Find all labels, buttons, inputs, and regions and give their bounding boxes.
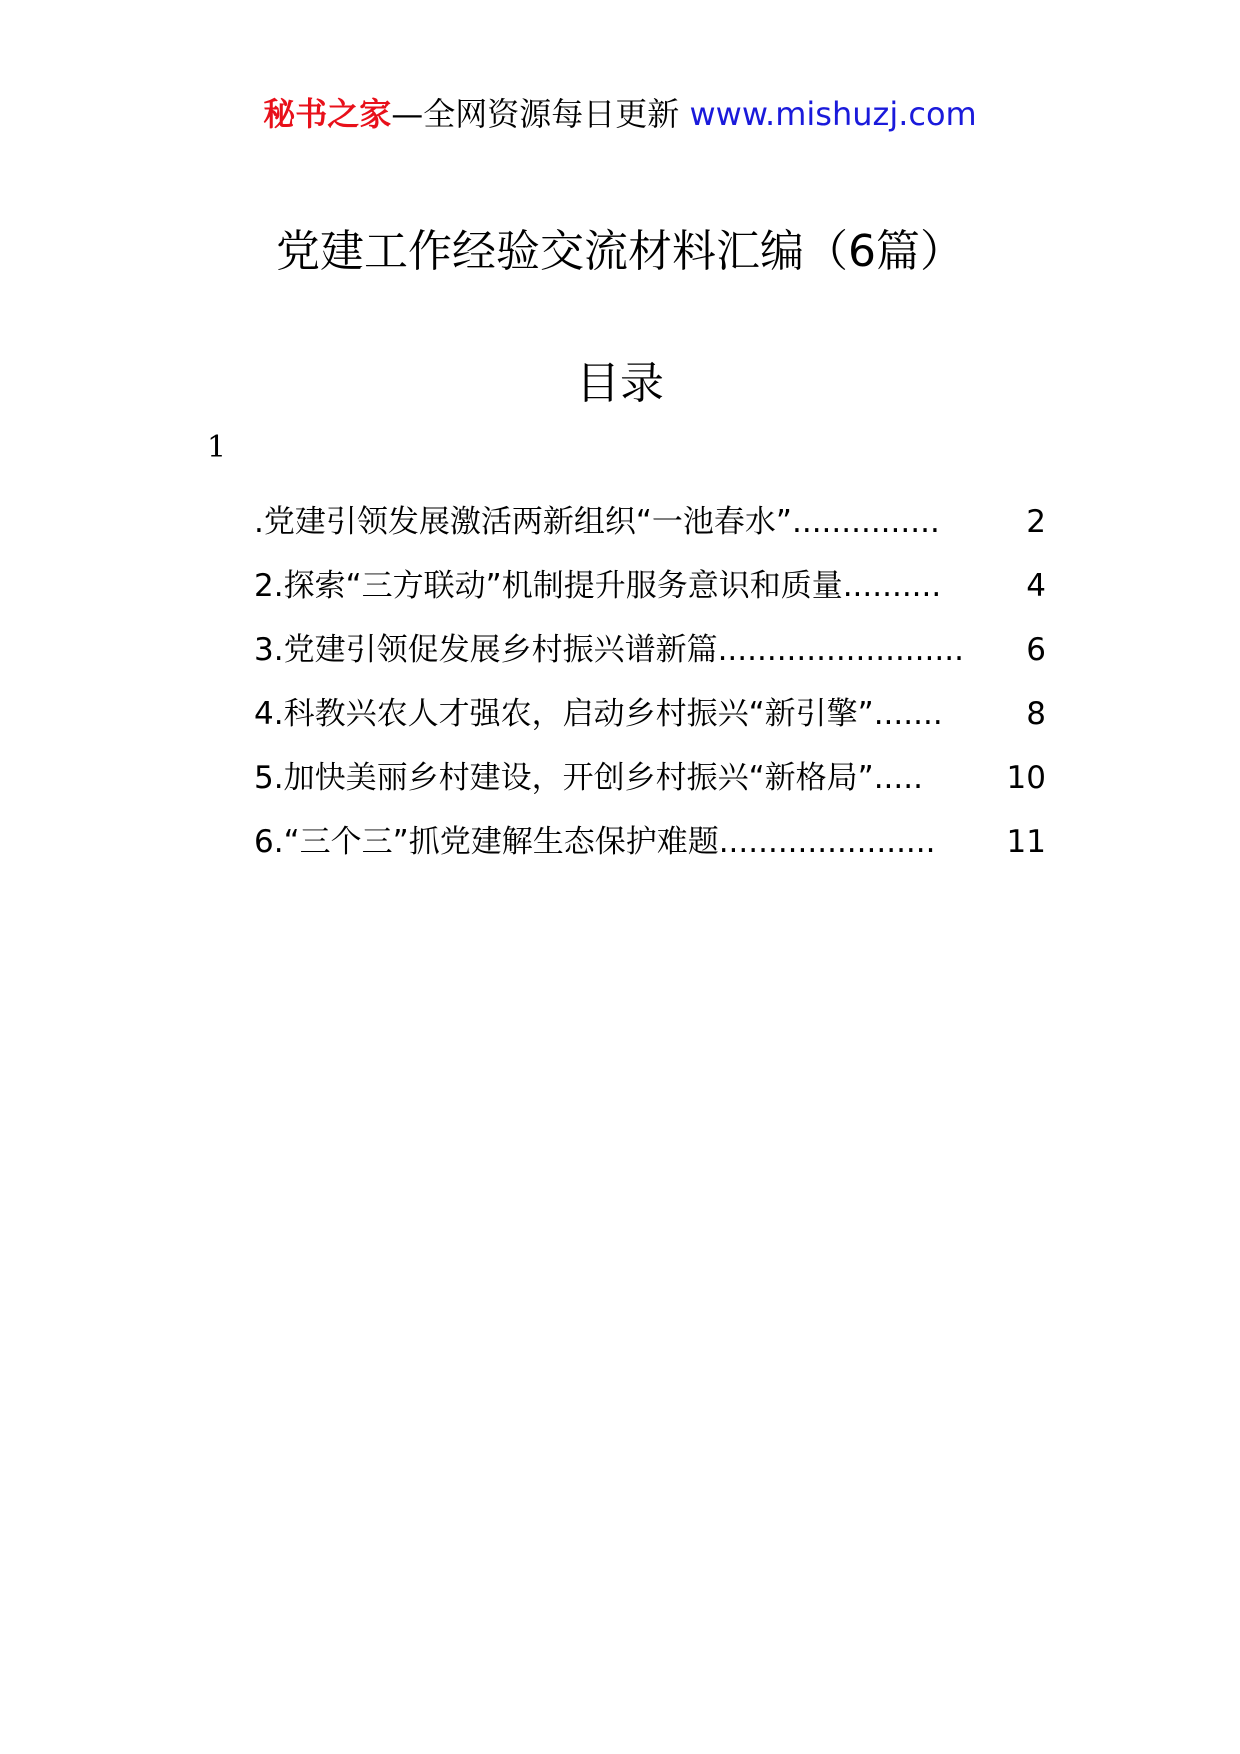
toc-entry[interactable] <box>254 554 1046 618</box>
toc-entry-title: 3.党建引领促发展乡村振兴谱新篇 <box>254 632 718 668</box>
toc-leader-dots: ......................... <box>717 632 964 668</box>
page-mark: 1 <box>207 430 227 465</box>
toc-entry-title: 6.“三个三”抓党建解生态保护难题 <box>254 824 719 860</box>
toc-entry[interactable] <box>254 810 1046 874</box>
toc-page-number: 2 <box>1026 504 1046 540</box>
toc-entry[interactable] <box>254 746 1046 810</box>
toc-page-number: 6 <box>1026 632 1046 668</box>
toc-entry-title: 5.加快美丽乡村建设，开创乡村振兴“新格局” <box>254 760 874 796</box>
header-tagline: —全网资源每日更新 <box>391 95 680 133</box>
toc-page-number: 10 <box>1006 760 1046 796</box>
toc-leader-dots: .......... <box>842 568 942 604</box>
table-of-contents <box>254 490 1046 874</box>
toc-entry-title: 2.探索“三方联动”机制提升服务意识和质量 <box>254 568 843 604</box>
document-title: 党建工作经验交流材料汇编（6篇） <box>276 226 964 277</box>
toc-entry[interactable] <box>254 618 1046 682</box>
toc-entry-title: .党建引领发展激活两新组织“一池春水” <box>254 504 792 540</box>
toc-entry-title: 4.科教兴农人才强农，启动乡村振兴“新引擎” <box>254 696 874 732</box>
toc-leader-dots: ...................... <box>718 824 936 860</box>
toc-heading: 目录 <box>576 358 664 409</box>
brand-name: 秘书之家 <box>263 95 392 133</box>
toc-leader-dots: ..... <box>873 760 923 796</box>
toc-page-number: 11 <box>1006 824 1046 860</box>
site-url-link[interactable]: www.mishuzj.com <box>689 95 977 133</box>
toc-entry[interactable] <box>254 682 1046 746</box>
toc-page-number: 4 <box>1026 568 1046 604</box>
toc-entry[interactable] <box>254 490 1046 554</box>
toc-leader-dots: ....... <box>873 696 943 732</box>
toc-page-number: 8 <box>1026 696 1046 732</box>
toc-leader-dots: ............... <box>791 504 940 540</box>
site-header <box>0 92 1240 136</box>
